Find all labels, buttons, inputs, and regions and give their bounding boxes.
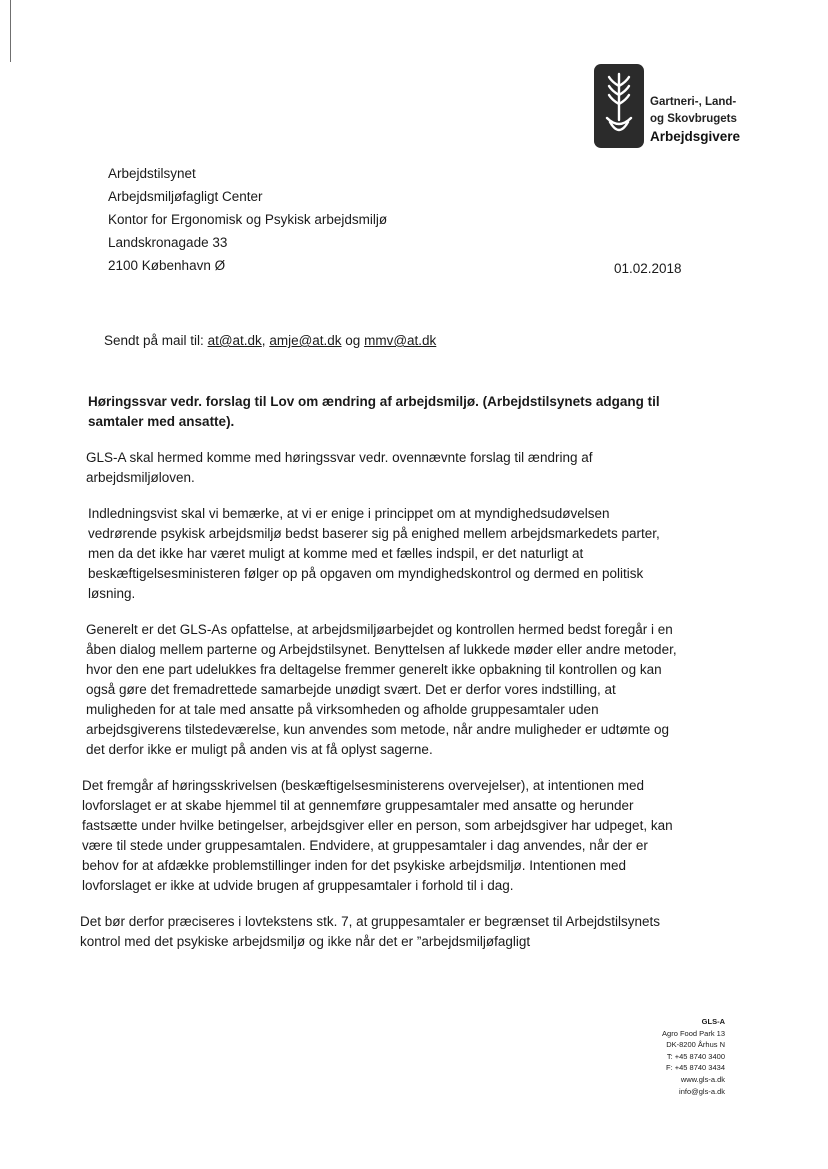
logo-line-1: Gartneri-, Land- — [650, 96, 737, 108]
recipient-line-4: Landskronagade 33 — [108, 235, 228, 250]
footer-city: DK-8200 Århus N — [666, 1040, 725, 1050]
logo-line-2: og Skovbrugets — [650, 113, 737, 125]
mail-prefix: Sendt på mail til: — [104, 333, 208, 348]
paragraph-4: Det fremgår af høringsskrivelsen (beskæftigelsesministerens overvejelser), at intentionen med lovforslaget er at skabe hjemmel til at gennemføre gruppesamtaler med ansatte og herunder fastsætte under hvilke betingelser, arbejdsgiver eller en person, som arbejdsgiver har udpeget, kan være til stede under gruppesamtalen. Endvidere, at gruppesamtaler i dag anvendes, når der er behov for at afdække problemstillinger inden for det psykiske arbejdsmiljø. Intentionen med lovforslaget er ikke at udvide brugen af gruppesamtaler i forhold til i dag. — [82, 778, 673, 893]
subject-heading: Høringssvar vedr. forslag til Lov om ændring af arbejdsmiljø. (Arbejdstilsynets adgang til samtaler med ansatte). — [88, 394, 660, 429]
mail-link-at[interactable]: at@at.dk — [207, 333, 262, 348]
footer-org: GLS-A — [701, 1017, 725, 1026]
logo — [594, 64, 814, 150]
footer-street: Agro Food Park 13 — [662, 1028, 725, 1038]
recipient-line-2: Arbejdsmiljøfagligt Center — [108, 189, 263, 204]
recipient-address — [108, 162, 387, 277]
footer-phone: T: +45 8740 3400 — [666, 1051, 725, 1061]
letter-date: 01.02.2018 — [614, 261, 682, 276]
paragraph-3: Generelt er det GLS-As opfattelse, at arbejdsmiljøarbejdet og kontrollen hermed bedst foregår i en åben dialog mellem parterne og Arbejdstilsynet. Benyttelsen af lukkede møder eller andre metoder, hvor den ene part udelukkes fra deltagelse fremmer generelt ikke opbakning til kontrollen og kan også gøre det fremadrettede samarbejde unødigt svært. Det er derfor vores indstilling, at muligheden for at tale med ansatte på virksomheden og afholde gruppesamtaler uden arbejdsgiverens tilstedeværelse, kun anvendes som metode, når andre muligheder er udtømte og det derfor ikke er muligt på anden vis at få oplyst sagerne. — [86, 622, 677, 757]
logo-text — [650, 94, 740, 145]
footer-contact — [662, 1016, 725, 1097]
footer-web[interactable]: www.gls-a.dk — [680, 1074, 725, 1084]
wheat-sprout-icon — [594, 64, 644, 148]
recipient-line-5: 2100 København Ø — [108, 258, 226, 273]
mail-sep-1: , — [261, 333, 270, 348]
footer-fax: F: +45 8740 3434 — [665, 1063, 725, 1073]
recipient-line-1: Arbejdstilsynet — [108, 166, 196, 181]
mail-line — [104, 333, 436, 348]
mail-link-mmv[interactable]: mmv@at.dk — [364, 333, 437, 348]
recipient-line-3: Kontor for Ergonomisk og Psykisk arbejdsmiljø — [108, 212, 388, 227]
paragraph-5: Det bør derfor præciseres i lovtekstens stk. 7, at gruppesamtaler er begrænset til Arbejdstilsynets kontrol med det psykiske arbejdsmiljø og ikke når det er ”arbejdsmiljøfagligt — [80, 914, 660, 949]
letter-body — [80, 392, 680, 968]
footer-email[interactable]: info@gls-a.dk — [679, 1086, 725, 1096]
paragraph-2: Indledningsvist skal vi bemærke, at vi er enige i princippet om at myndighedsudøvelsen vedrørende psykisk arbejdsmiljø bedst baserer sig på enighed mellem arbejdsmarkedets parter, men da det ikke har været muligt at komme med et fælles indspil, er det naturligt at beskæftigelsesministeren følger op på opgaven om myndighedskontrol og dermed en politisk løsning. — [88, 506, 660, 601]
logo-line-3: Arbejdsgivere — [650, 129, 741, 144]
mail-link-amje[interactable]: amje@at.dk — [269, 333, 342, 348]
paragraph-1: GLS-A skal hermed komme med høringssvar vedr. ovennævnte forslag til ændring af arbejdsmiljøloven. — [86, 450, 593, 485]
mail-sep-2: og — [341, 333, 365, 348]
scan-edge-line — [10, 0, 11, 62]
